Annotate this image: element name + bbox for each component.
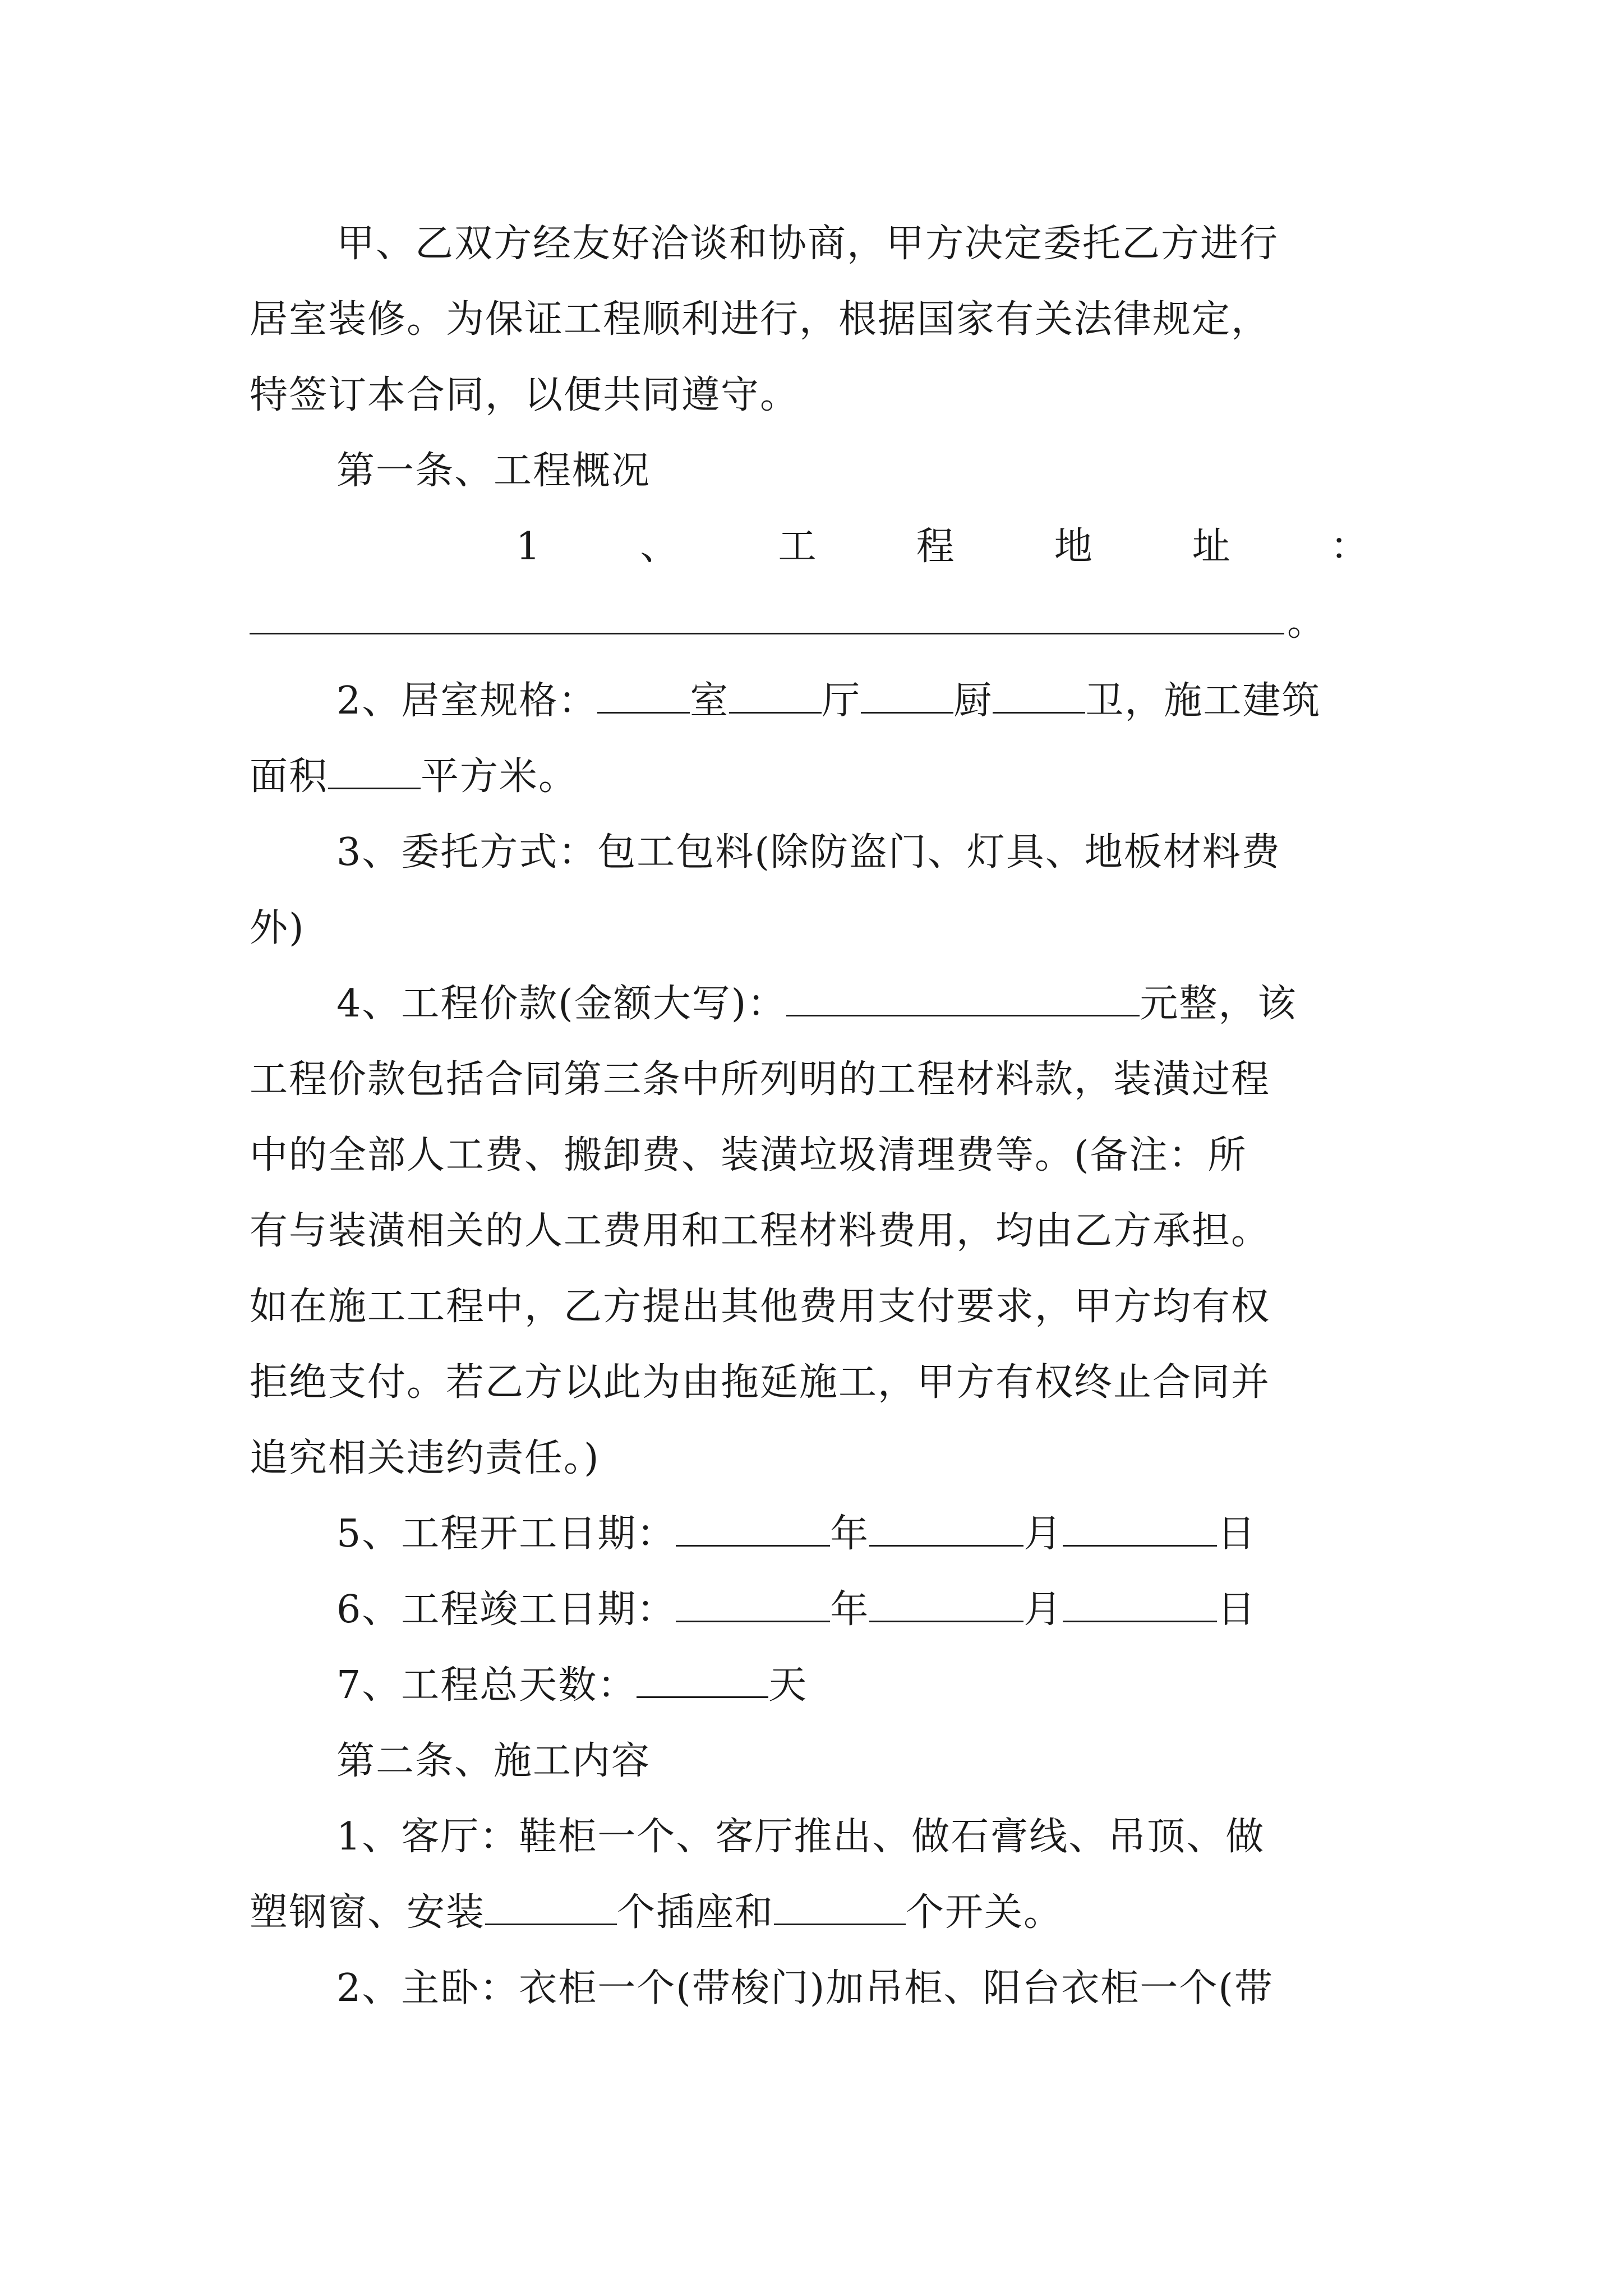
end-day-blank	[1063, 1586, 1217, 1622]
day-label: 日	[1217, 1512, 1257, 1556]
article-2-item-1-line-2	[250, 1885, 1388, 1941]
start-date-prefix: 5、工程开工日期：	[336, 1512, 676, 1556]
item-4-line: 如在施工工程中，乙方提出其他费用支付要求，甲方均有权	[250, 1285, 1271, 1329]
area-suffix: 平方米。	[421, 754, 578, 799]
article-2-heading: 第二条、施工内容	[336, 1739, 651, 1783]
socket-count-blank	[485, 1889, 617, 1925]
item-3-line-2: 外)	[250, 906, 305, 950]
month-label: 月	[1023, 1512, 1063, 1556]
address-char: 地	[1054, 524, 1092, 569]
article-1-heading: 第一条、工程概况	[336, 449, 651, 493]
switch-label: 个开关。	[906, 1890, 1063, 1935]
article-2-item-2-line-1: 2、主卧：衣柜一个(带梭门)加吊柜、阳台衣柜一个(带	[336, 1966, 1274, 2010]
kitchen-label: 厨	[953, 679, 993, 723]
item-7-total-days	[336, 1658, 1388, 1714]
item-4-line: 拒绝支付。若乙方以此为由拖延施工，甲方有权终止合同并	[250, 1360, 1271, 1405]
item-2-prefix: 2、居室规格：	[336, 679, 598, 723]
price-prefix: 4、工程价款(金额大写)：	[336, 982, 787, 1026]
item-4-line: 工程价款包括合同第三条中所列明的工程材料款，装潢过程	[250, 1057, 1271, 1102]
hall-blank	[729, 677, 822, 714]
socket-label: 个插座和	[617, 1890, 774, 1935]
address-char: ：	[1330, 524, 1368, 569]
area-blank	[328, 753, 421, 789]
item-4-line: 追究相关违约责任。)	[250, 1436, 600, 1480]
end-month-blank	[869, 1586, 1023, 1622]
end-year-blank	[676, 1586, 830, 1622]
item-4-line: 有与装潢相关的人工费用和工程材料费用，均由乙方承担。	[250, 1209, 1271, 1253]
address-char: 址	[1192, 524, 1230, 569]
start-day-blank	[1063, 1510, 1217, 1547]
intro-line-1: 甲、乙双方经友好洽谈和协商，甲方决定委托乙方进行	[336, 222, 1279, 266]
item-4-line: 中的全部人工费、搬卸费、装潢垃圾清理费等。(备注：所	[250, 1133, 1247, 1177]
price-blank	[786, 980, 1140, 1016]
total-days-blank	[637, 1662, 768, 1698]
item-2-line-2	[250, 749, 1388, 805]
day-label: 日	[1217, 1588, 1257, 1632]
address-end: 。	[1287, 600, 1327, 645]
article-2-item-1-line-1: 1、客厅：鞋柜一个、客厅推出、做石膏线、吊顶、做	[336, 1815, 1265, 1859]
intro-line-2: 居室装修。为保证工程顺利进行，根据国家有关法律规定，	[250, 297, 1271, 342]
kitchen-blank	[861, 677, 953, 714]
address-char: 1	[516, 524, 541, 569]
area-prefix: 面积	[250, 754, 329, 799]
address-label	[336, 519, 1368, 575]
address-blank	[250, 633, 1284, 634]
month-label: 月	[1023, 1588, 1063, 1632]
bath-blank	[993, 677, 1085, 714]
room-blank	[597, 677, 690, 714]
address-char: 程	[916, 524, 955, 569]
room-label: 室	[690, 679, 730, 723]
item-6-end-date	[336, 1582, 1388, 1638]
item-2-line-1	[336, 673, 1388, 729]
start-year-blank	[676, 1510, 830, 1547]
bath-label: 卫，施工建筑	[1085, 679, 1321, 723]
hall-label: 厅	[822, 679, 861, 723]
end-date-prefix: 6、工程竣工日期：	[336, 1588, 676, 1632]
days-label: 天	[768, 1663, 808, 1708]
install-prefix: 塑钢窗、安装	[250, 1890, 486, 1935]
item-3-line-1: 3、委托方式：包工包料(除防盗门、灯具、地板材料费	[336, 830, 1281, 875]
item-4-line-1	[336, 976, 1388, 1032]
intro-line-3: 特签订本合同，以便共同遵守。	[250, 373, 800, 417]
switch-count-blank	[774, 1889, 906, 1925]
year-label: 年	[830, 1512, 870, 1556]
item-5-start-date	[336, 1506, 1388, 1562]
year-label: 年	[830, 1588, 870, 1632]
address-char: 、	[640, 524, 679, 569]
price-suffix: 元整，该	[1140, 982, 1297, 1026]
start-month-blank	[869, 1510, 1023, 1547]
total-days-prefix: 7、工程总天数：	[336, 1663, 637, 1708]
address-char: 工	[778, 524, 817, 569]
